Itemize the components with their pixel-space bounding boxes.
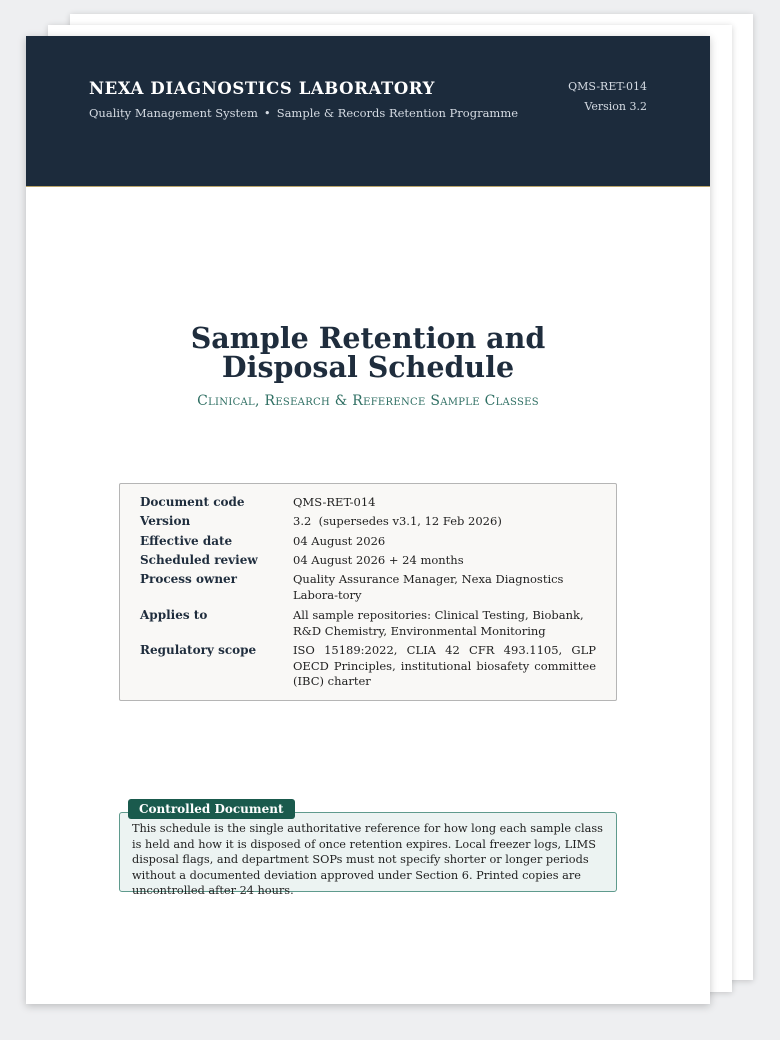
metadata-label: Applies to [140, 608, 208, 622]
header-subtitle-system: Quality Management System [89, 106, 258, 120]
metadata-label: Version [140, 514, 191, 528]
header-subtitle [89, 106, 518, 120]
metadata-label: Process owner [140, 572, 237, 586]
metadata-label: Document code [140, 495, 245, 509]
controlled-document-tab: Controlled Document [128, 799, 295, 819]
document-title [26, 321, 710, 384]
metadata-value: 3.2 (supersedes v3.1, 12 Feb 2026) [293, 514, 502, 528]
metadata-value: 04 August 2026 + 24 months [293, 553, 464, 567]
header-banner [26, 36, 710, 187]
controlled-document-notice [119, 812, 617, 897]
metadata-label: Effective date [140, 534, 233, 548]
document-title-line1: Sample Retention and [190, 321, 546, 355]
header-version: Version 3.2 [584, 100, 647, 113]
metadata-value: All sample repositories: Clinical Testing, Biobank, R&D Chemistry, Environmental Monitoring [293, 608, 584, 638]
metadata-label: Regulatory scope [140, 643, 257, 657]
header-subtitle-programme: Sample & Records Retention Programme [276, 106, 519, 120]
header-doc-code: QMS-RET-014 [568, 80, 647, 93]
controlled-document-text: This schedule is the single authoritative reference for how long each sample class is held and how it is disposed of once retention expires. Local freezer logs, LIMS disposal flags, and department SOPs must not specify shorter or longer periods without a documented deviation approved under Section 6. Printed copies are uncontrolled after 24 hours. [132, 822, 603, 897]
metadata-label: Scheduled review [140, 553, 258, 567]
document-metadata-table [119, 483, 617, 701]
metadata-value: ISO 15189:2022, CLIA 42 CFR 493.1105, GLP OECD Principles, institutional biosafety committee (IBC) charter [293, 643, 596, 688]
metadata-value: QMS-RET-014 [293, 495, 376, 509]
header-subtitle-separator: • [263, 106, 271, 120]
organization-name: NEXA DIAGNOSTICS LABORATORY [89, 79, 435, 98]
document-title-line2: Disposal Schedule [221, 350, 515, 384]
document-page [26, 36, 710, 1004]
metadata-value: 04 August 2026 [293, 534, 386, 548]
document-subtitle: Clinical, Research & Reference Sample Classes [197, 393, 539, 409]
metadata-value: Quality Assurance Manager, Nexa Diagnostics Labora-tory [293, 572, 564, 602]
